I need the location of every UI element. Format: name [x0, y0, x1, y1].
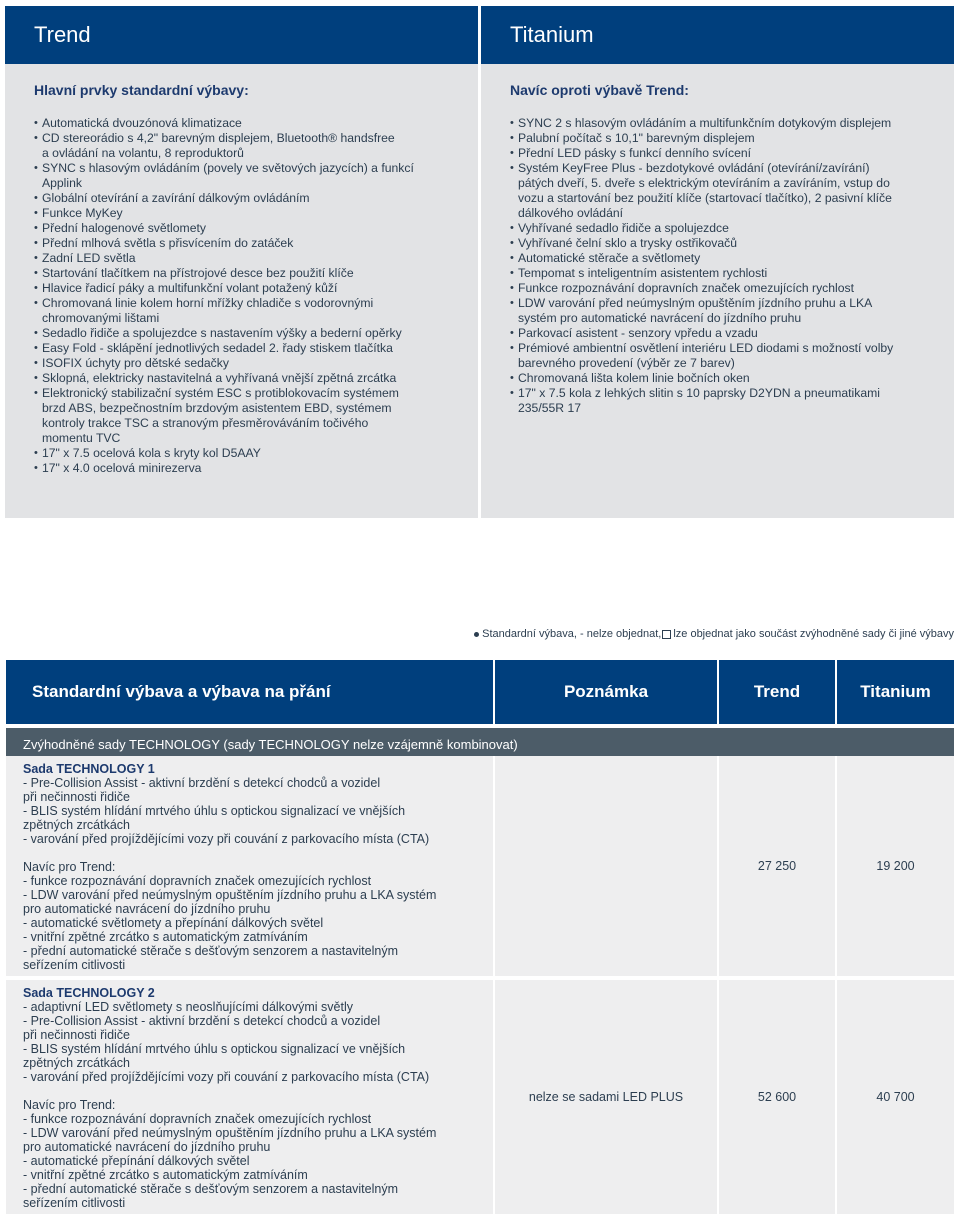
trend-feature-item: • Přední halogenové světlomety [34, 221, 468, 236]
header-equipment: Standardní výbava a výbava na přání [6, 660, 494, 726]
trend-feature-item: • SYNC s hlasovým ovládáním (povely ve světových jazycích) a funkcí Applink [34, 161, 468, 191]
trend-column [5, 6, 478, 518]
trend-feature-item: • ISOFIX úchyty pro dětské sedačky [34, 356, 468, 371]
header-note: Poznámka [494, 660, 718, 726]
package-name: Sada TECHNOLOGY 1 [23, 762, 155, 776]
legend-package: lze objednat jako součást zvýhodněné sady či jiné výbavy [673, 628, 954, 640]
trend-feature-list [5, 116, 478, 476]
trend-feature-item: • Sklopná, elektricky nastavitelná a vyhřívaná vnější zpětná zrcátka [34, 371, 468, 386]
titanium-feature-item: • Funkce rozpoznávání dopravních značek omezujících rychlost [510, 281, 944, 296]
package-description: Sada TECHNOLOGY 1 - Pre-Collision Assist - aktivní brzdění s detekcí chodců a vozidel při nečinnosti řidiče - BLIS systém hlídání mrtvého úhlu s optickou signalizací ve vnějších zpětných zrcátkách - varování před projíždějícími vozy při couvání z parkovacího místa (CTA) Navíc pro Trend: - funkce rozpoznávání dopravních značek omezujících rychlost - LDW varování před neúmyslným opuštěním jízdního pruhu a LKA systém pro automatické navrácení do jízdního pruhu - automatické světlomety a přepínání dálkových světel - vnitřní zpětné zrcátko s automatickým zatmíváním - přední automatické stěrače s dešťovým senzorem a nastavitelným seřízením citlivosti [6, 756, 494, 978]
titanium-feature-item: • Automatické stěrače a světlomety [510, 251, 944, 266]
titanium-feature-item: • Systém KeyFree Plus - bezdotykové ovládání (otevírání/zavírání) pátých dveří, 5. dveře s elektrickým otevíráním a zavíráním, vstup do vozu a startování bez použití klíče (startovací tlačítko), 2 pasivní klíče dálkového ovládání [510, 161, 944, 221]
price-trend: 27 250 [718, 756, 836, 978]
package-name: Sada TECHNOLOGY 2 [23, 986, 155, 1000]
trend-feature-item: • Automatická dvouzónová klimatizace [34, 116, 468, 131]
options-table [6, 660, 954, 1218]
group-row [6, 726, 954, 756]
titanium-feature-item: • Prémiové ambientní osvětlení interiéru LED diodami s možností volby barevného provedení (výběr ze 7 barev) [510, 341, 944, 371]
trend-feature-item: • 17" x 4.0 ocelová minirezerva [34, 461, 468, 476]
table-row [6, 756, 954, 978]
titanium-feature-item: • 17" x 7.5 kola z lehkých slitin s 10 paprsky D2YDN a pneumatikami 235/55R 17 [510, 386, 944, 416]
titanium-feature-item: • Přední LED pásky s funkcí denního svícení [510, 146, 944, 161]
trend-feature-item: • 17" x 7.5 ocelová kola s kryty kol D5AAY [34, 446, 468, 461]
titanium-feature-item: • Vyhřívané sedadlo řidiče a spolujezdce [510, 221, 944, 236]
titanium-feature-item: • LDW varování před neúmyslným opuštěním jízdního pruhu a LKA systém pro automatické navrácení do jízdního pruhu [510, 296, 944, 326]
trend-feature-item: • Chromovaná linie kolem horní mřížky chladiče s vodorovnými chromovanými lištami [34, 296, 468, 326]
header-titanium: Titanium [836, 660, 954, 726]
legend-unavailable: - nelze objednat, [579, 628, 662, 640]
titanium-feature-item: • SYNC 2 s hlasovým ovládáním a multifunkčním dotykovým displejem [510, 116, 944, 131]
titanium-feature-list [481, 116, 954, 416]
package-description: Sada TECHNOLOGY 2 - adaptivní LED světlomety s neoslňujícími dálkovými světly - Pre-Collision Assist - aktivní brzdění s detekcí chodců a vozidel při nečinnosti řidiče - BLIS systém hlídání mrtvého úhlu s optickou signalizací ve vnějších zpětných zrcátkách - varování před projíždějícími vozy při couvání z parkovacího místa (CTA) Navíc pro Trend: - funkce rozpoznávání dopravních značek omezujících rychlost - LDW varování před neúmyslným opuštěním jízdního pruhu a LKA systém pro automatické navrácení do jízdního pruhu - automatické přepínání dálkových světel - vnitřní zpětné zrcátko s automatickým zatmíváním - přední automatické stěrače s dešťovým senzorem a nastavitelným seřízením citlivosti [6, 978, 494, 1216]
package-note: nelze se sadami LED PLUS [494, 978, 718, 1216]
titanium-column [481, 6, 954, 518]
package-note [494, 756, 718, 978]
trend-feature-item: • Startování tlačítkem na přístrojové desce bez použití klíče [34, 266, 468, 281]
titanium-feature-item: • Parkovací asistent - senzory vpředu a vzadu [510, 326, 944, 341]
trend-feature-item: • Easy Fold - sklápění jednotlivých sedadel 2. řady stiskem tlačítka [34, 341, 468, 356]
titanium-feature-item: • Tempomat s inteligentním asistentem rychlosti [510, 266, 944, 281]
titanium-column-subtitle: Navíc oproti výbavě Trend: [510, 82, 689, 98]
table-row [6, 978, 954, 1216]
trend-feature-item: • Přední mlhová světla s přisvícením do zatáček [34, 236, 468, 251]
titanium-column-title: Titanium [481, 6, 954, 64]
legend-standard: Standardní výbava, [482, 628, 577, 640]
trend-feature-item: • Globální otevírání a zavírání dálkovým ovládáním [34, 191, 468, 206]
package-box-icon [662, 630, 671, 639]
titanium-feature-item: • Palubní počítač s 10,1" barevným displejem [510, 131, 944, 146]
trend-feature-item: • Zadní LED světla [34, 251, 468, 266]
legend [474, 628, 954, 640]
titanium-feature-item: • Vyhřívané čelní sklo a trysky ostřikovačů [510, 236, 944, 251]
price-titanium: 19 200 [836, 756, 954, 978]
titanium-feature-item: • Chromovaná lišta kolem linie bočních oken [510, 371, 944, 386]
standard-dot-icon [474, 632, 479, 637]
table-header-row [6, 660, 954, 726]
trend-feature-item: • Elektronický stabilizační systém ESC s protiblokovacím systémem brzd ABS, bezpečnostním brzdovým asistentem EBD, systémem kontroly trakce TSC a stranovým přesměrováváním točivého momentu TVC [34, 386, 468, 446]
price-trend: 52 600 [718, 978, 836, 1216]
trend-column-subtitle: Hlavní prvky standardní výbavy: [34, 82, 249, 98]
trend-feature-item: • Hlavice řadicí páky a multifunkční volant potažený kůží [34, 281, 468, 296]
trend-feature-item: • Sedadlo řidiče a spolujezdce s nastavením výšky a bederní opěrky [34, 326, 468, 341]
price-titanium: 40 700 [836, 978, 954, 1216]
header-trend: Trend [718, 660, 836, 726]
trend-feature-item: • Funkce MyKey [34, 206, 468, 221]
trend-column-title: Trend [5, 6, 478, 64]
trend-feature-item: • CD stereorádio s 4,2" barevným displejem, Bluetooth® handsfree a ovládání na volantu, 8 reproduktorů [34, 131, 468, 161]
group-title: Zvýhodněné sady TECHNOLOGY (sady TECHNOLOGY nelze vzájemně kombinovat) [6, 726, 954, 756]
